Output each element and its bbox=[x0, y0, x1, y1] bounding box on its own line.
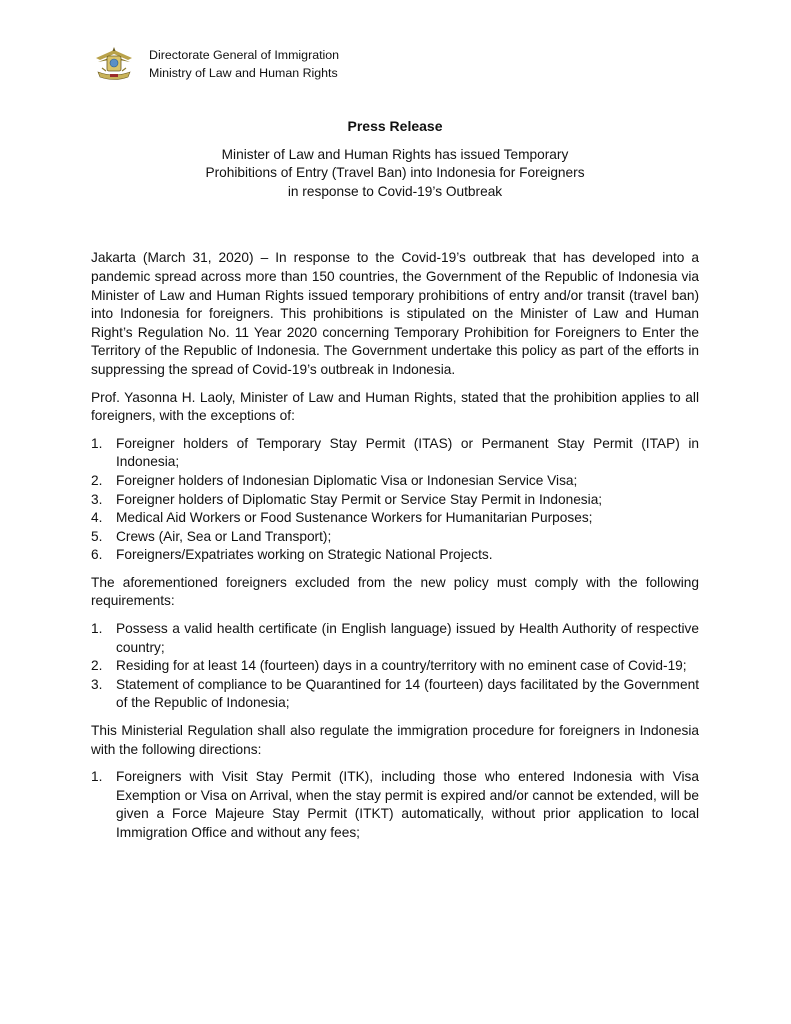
list-item: 2. Residing for at least 14 (fourteen) days in a country/territory with no eminent case of Covid-19; bbox=[91, 658, 687, 674]
subtitle-line: Prohibitions of Entry (Travel Ban) into Indonesia for Foreigners bbox=[205, 165, 585, 181]
list-item: 1. Foreigner holders of Temporary Stay Permit (ITAS) or Permanent Stay Permit (ITAP) in Indonesia; bbox=[91, 435, 699, 470]
requirements-list bbox=[91, 620, 699, 713]
minister-statement-paragraph: Prof. Yasonna H. Laoly, Minister of Law and Human Rights, stated that the prohibition applies to all foreigners, with the exceptions of: bbox=[91, 389, 699, 424]
directions-intro-paragraph: This Ministerial Regulation shall also regulate the immigration procedure for foreigners in Indonesia with the following directions: bbox=[91, 723, 699, 757]
list-item: 3. Foreigner holders of Diplomatic Stay Permit or Service Stay Permit in Indonesia; bbox=[91, 491, 603, 507]
org-line-1: Directorate General of Immigration bbox=[149, 48, 340, 62]
org-line-2: Ministry of Law and Human Rights bbox=[149, 65, 338, 80]
organization-name bbox=[149, 47, 339, 82]
list-item: 6. Foreigners/Expatriates working on Strategic National Projects. bbox=[91, 547, 493, 563]
subtitle-line: Minister of Law and Human Rights has issued Temporary bbox=[221, 146, 569, 162]
ministry-emblem-icon bbox=[92, 44, 136, 84]
list-item: 5. Crews (Air, Sea or Land Transport); bbox=[91, 528, 332, 544]
exceptions-list bbox=[91, 435, 699, 565]
list-item: 1. Foreigners with Visit Stay Permit (ITK), including those who entered Indonesia with Visa Exemption or Visa on Arrival, when the stay permit is expired and/or cannot be extended, will be given a Force Majeure Stay Permit (ITKT) automatically, without prior application to local Immigration Office and without any fees; bbox=[91, 769, 699, 840]
list-item: 4. Medical Aid Workers or Food Sustenance Workers for Humanitarian Purposes; bbox=[91, 510, 593, 526]
directions-list bbox=[91, 768, 699, 842]
list-item: 1. Possess a valid health certificate (in English language) issued by Health Authority of respective country; bbox=[91, 621, 699, 655]
document-subtitle bbox=[91, 146, 699, 202]
list-item: 2. Foreigner holders of Indonesian Diplomatic Visa or Indonesian Service Visa; bbox=[91, 472, 578, 488]
intro-paragraph: Jakarta (March 31, 2020) – In response to the Covid-19’s outbreak that has developed into a pandemic spread across more than 150 countries, the Government of the Republic of Indonesia via Minister of Law and Human Rights issued temporary prohibitions of entry and/or transit (travel ban) into Indonesia for foreigners. This prohibitions is stipulated on the Minister of Law and Human Right’s Regulation No. 11 Year 2020 concerning Temporary Prohibition for Foreigners to Enter the Territory of the Republic of Indonesia. The Government undertake this policy as part of the efforts in suppressing the spread of Covid-19’s outbreak in Indonesia. bbox=[91, 250, 699, 377]
list-item: 3. Statement of compliance to be Quarantined for 14 (fourteen) days facilitated by the Government of the Republic of Indonesia; bbox=[91, 676, 699, 711]
document-title: Press Release bbox=[347, 118, 443, 134]
requirements-intro-paragraph: The aforementioned foreigners excluded from the new policy must comply with the following requirements: bbox=[91, 574, 699, 609]
subtitle-line: in response to Covid-19’s Outbreak bbox=[287, 183, 503, 199]
document-body bbox=[91, 117, 699, 852]
